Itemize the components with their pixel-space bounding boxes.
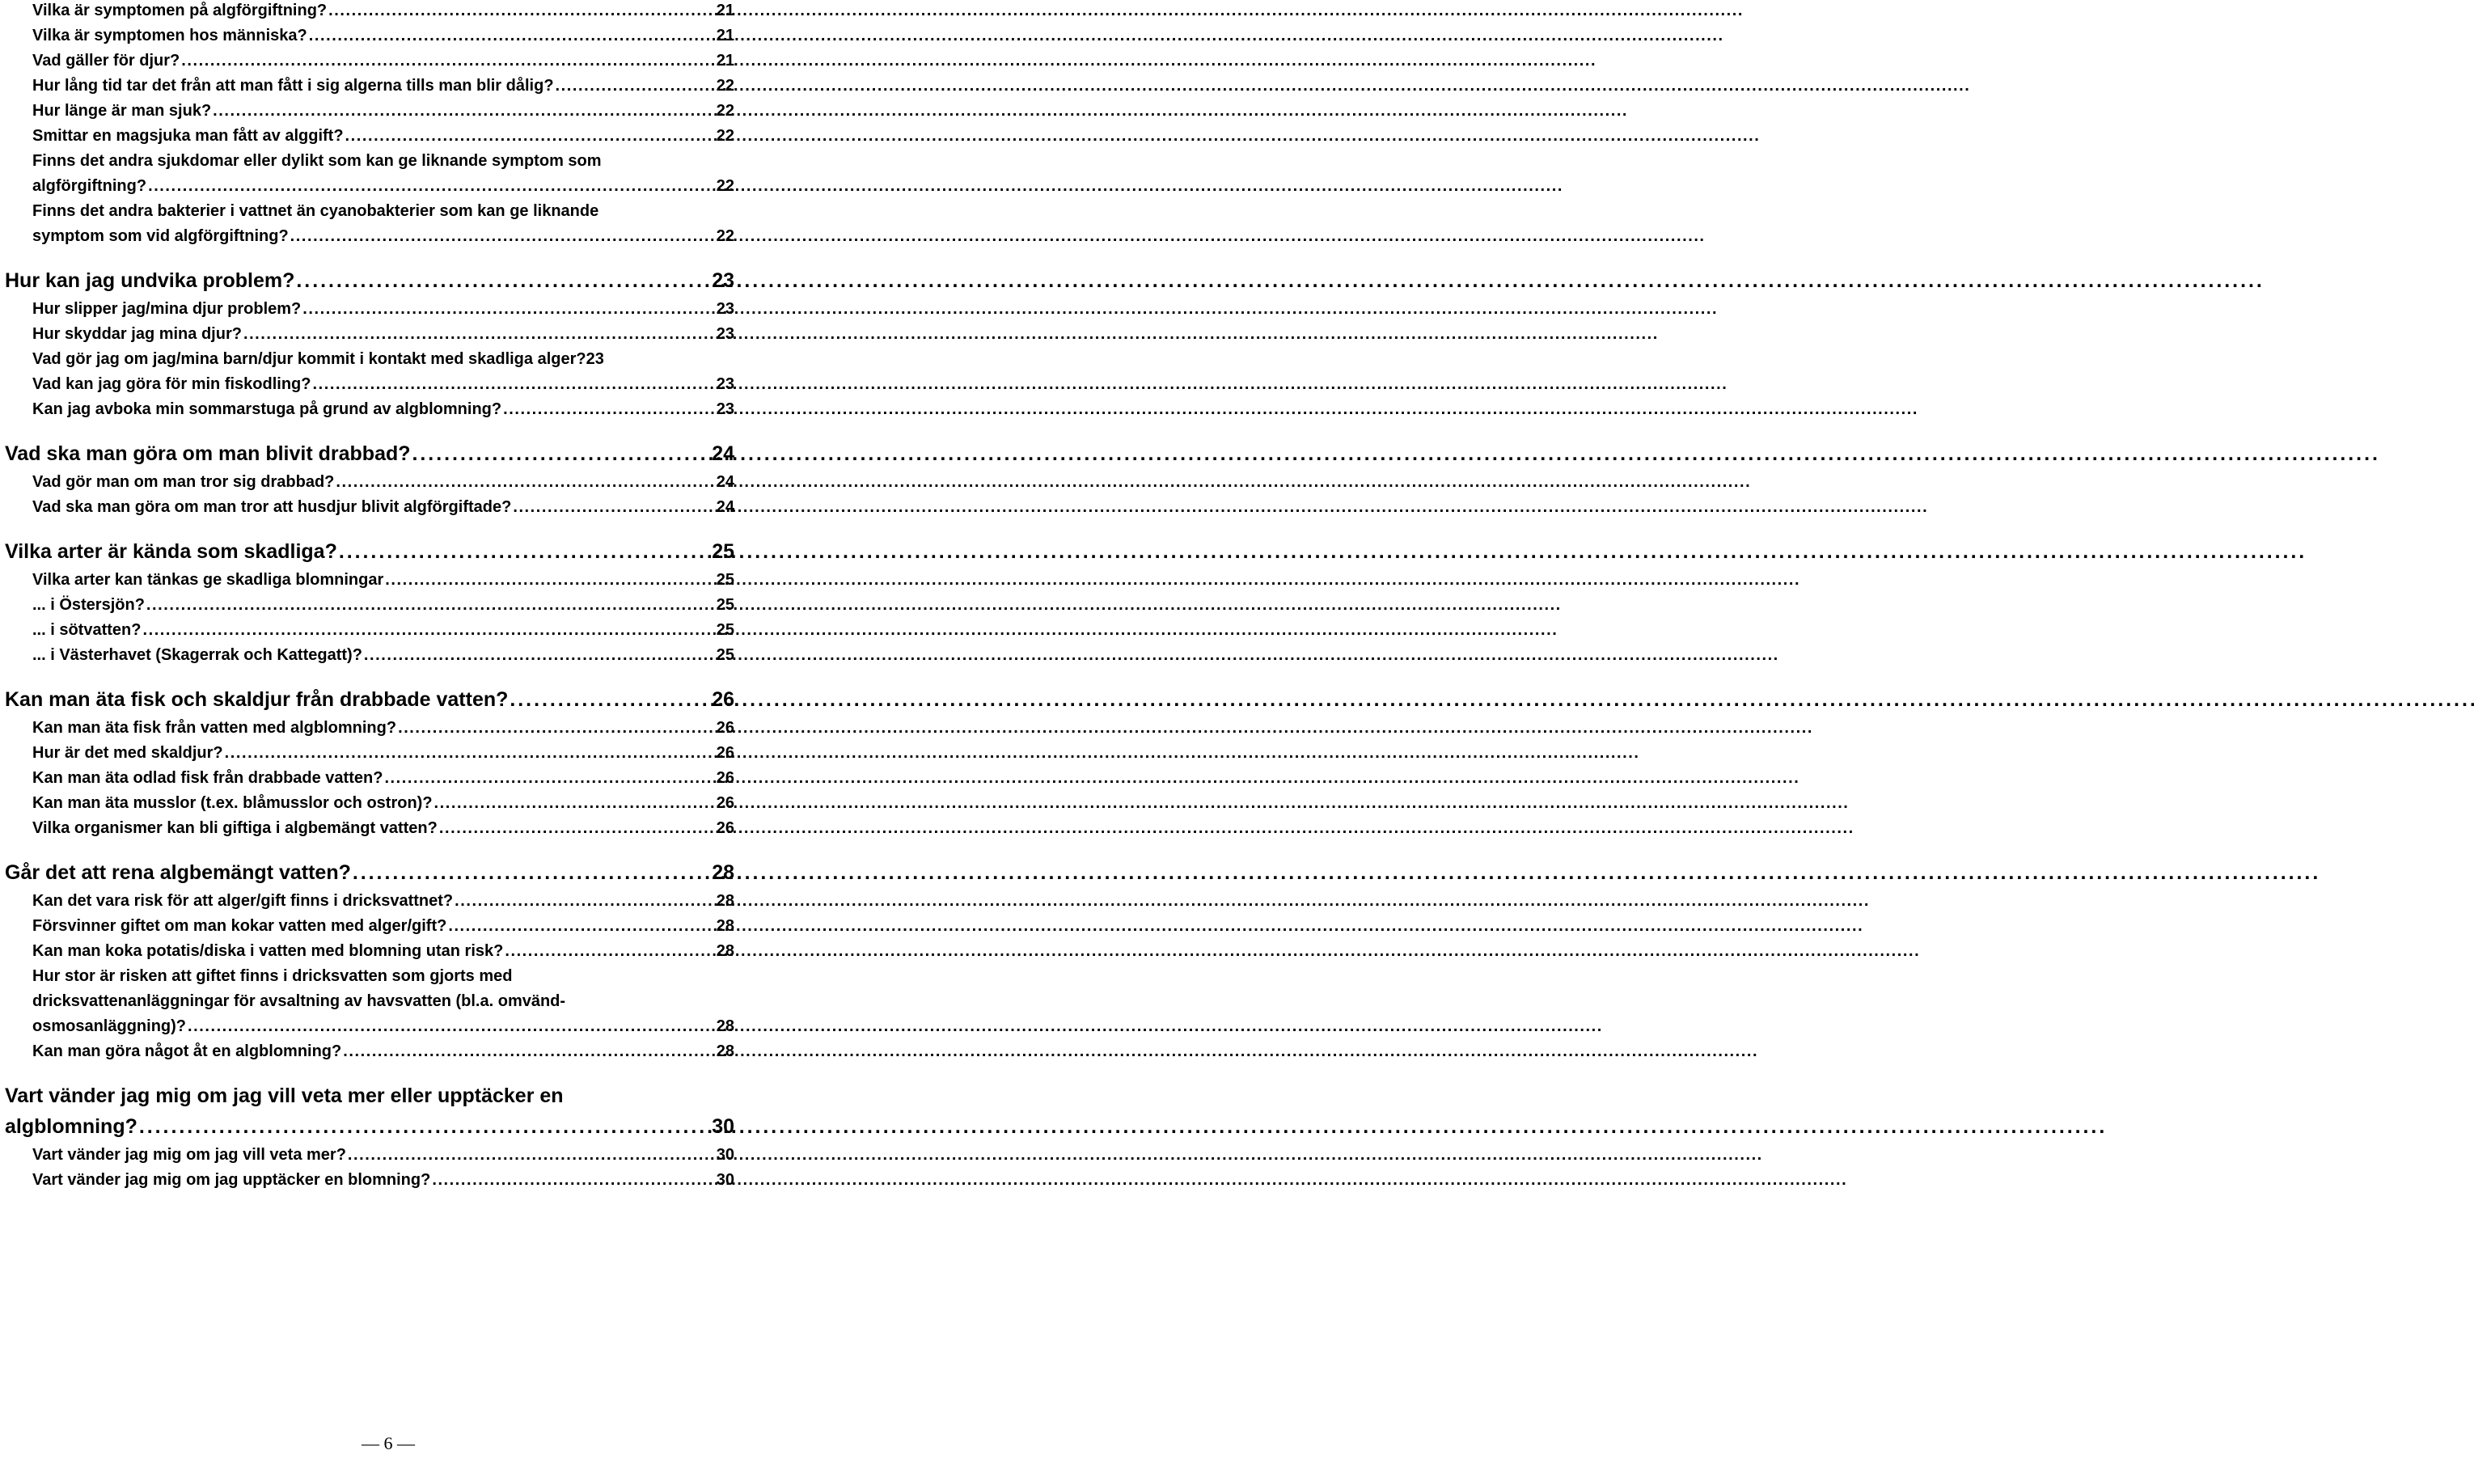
- toc-entry-title: ... i Västerhavet (Skagerrak och Kattegatt)?: [32, 646, 362, 664]
- toc-section-title: Hur kan jag undvika problem?: [5, 269, 295, 292]
- toc-entry[interactable]: [32, 744, 734, 763]
- toc-entry-page: 24: [716, 498, 734, 516]
- toc-entry[interactable]: [32, 300, 734, 319]
- page-number: — 6 —: [362, 1433, 415, 1453]
- toc-entry-title: Vilka arter kan tänkas ge skadliga blomningar: [32, 571, 384, 589]
- toc-entry[interactable]: [32, 177, 734, 196]
- toc-entry[interactable]: [32, 77, 734, 95]
- toc-entry[interactable]: [32, 127, 734, 146]
- toc-entry-title: osmosanläggning)?: [32, 1017, 186, 1035]
- toc-section-page: 24: [712, 442, 734, 465]
- toc-entry-title-line[interactable]: dricksvattenanläggningar för avsaltning av havsvatten (bl.a. omvänd-: [32, 992, 566, 1010]
- toc-entry-page: 26: [716, 794, 734, 812]
- toc-entry-page: 21: [716, 2, 734, 19]
- toc-entry-page: 22: [716, 177, 734, 195]
- toc-entry-page: 23: [716, 375, 734, 393]
- toc-entry-title: algförgiftning?: [32, 177, 147, 195]
- dot-leader: [328, 2, 715, 20]
- toc-entry-page: 26: [716, 819, 734, 837]
- toc-section-page: 26: [712, 688, 734, 711]
- toc-entry-title: Vart vänder jag mig om jag upptäcker en blomning?: [32, 1171, 431, 1189]
- toc-entry[interactable]: [32, 400, 734, 419]
- dot-leader: [188, 1017, 715, 1036]
- toc-entry-title: symptom som vid algförgiftning?: [32, 227, 289, 245]
- toc-entry-page: 22: [716, 102, 734, 120]
- toc-entry[interactable]: [32, 646, 734, 665]
- toc-entry-page: 24: [716, 473, 734, 491]
- toc-entry-page: 21: [716, 52, 734, 70]
- toc-section-title: Går det att rena algbemängt vatten?: [5, 861, 351, 884]
- dot-leader: [398, 719, 715, 738]
- toc-section[interactable]: [5, 540, 734, 564]
- toc-entry-title: Vad gör jag om jag/mina barn/djur kommit i kontakt med skadliga alger?: [32, 350, 586, 368]
- toc-section-title: algblomning?: [5, 1115, 137, 1138]
- dot-leader: [290, 227, 715, 246]
- dot-leader: [313, 375, 715, 394]
- toc-entry[interactable]: [32, 819, 734, 838]
- toc-entry[interactable]: [32, 892, 734, 911]
- toc-entry-title-line[interactable]: Finns det andra bakterier i vattnet än cyanobakterier som kan ge liknande: [32, 202, 599, 220]
- toc-section[interactable]: [5, 861, 734, 885]
- dot-leader: [384, 769, 714, 788]
- toc-entry[interactable]: [32, 350, 734, 369]
- toc-entry-title: Hur lång tid tar det från att man fått i sig algerna tills man blir dålig?: [32, 77, 554, 95]
- toc-entry[interactable]: [32, 719, 734, 738]
- dot-leader: [243, 325, 715, 344]
- toc-entry[interactable]: [32, 571, 734, 590]
- toc-entry[interactable]: [32, 621, 734, 640]
- toc-section[interactable]: [5, 1115, 734, 1139]
- toc-entry-title: Kan det vara risk för att alger/gift finns i dricksvattnet?: [32, 892, 454, 910]
- toc-entry-page: 25: [716, 621, 734, 639]
- toc-section-page: 28: [712, 861, 734, 884]
- toc-entry-page: 22: [716, 127, 734, 145]
- toc-section[interactable]: [5, 688, 734, 712]
- toc-entry-page: 25: [716, 596, 734, 614]
- toc-section-title: Kan man äta fisk och skaldjur från drabbade vatten?: [5, 688, 509, 711]
- toc-entry[interactable]: [32, 794, 734, 813]
- toc-entry[interactable]: [32, 1146, 734, 1165]
- toc-entry[interactable]: [32, 473, 734, 492]
- dot-leader: [412, 442, 711, 466]
- toc-entry[interactable]: [32, 498, 734, 517]
- toc-entry-title: Kan jag avboka min sommarstuga på grund av algblomning?: [32, 400, 502, 418]
- toc-entry[interactable]: [32, 942, 734, 961]
- dot-leader: [343, 1042, 715, 1061]
- toc-entry-title: Kan man göra något åt en algblomning?: [32, 1042, 342, 1060]
- toc-entry[interactable]: [32, 596, 734, 615]
- toc-entry-title: Hur slipper jag/mina djur problem?: [32, 300, 302, 318]
- toc-section-title-line[interactable]: Vart vänder jag mig om jag vill veta mer eller upptäcker en: [5, 1084, 564, 1107]
- toc-entry-title: Hur länge är man sjuk?: [32, 102, 212, 120]
- dot-leader: [339, 540, 710, 564]
- dot-leader: [213, 102, 715, 120]
- toc-entry-title: ... i Östersjön?: [32, 596, 145, 614]
- toc-entry-title: Vad kan jag göra för min fiskodling?: [32, 375, 311, 393]
- dot-leader: [448, 917, 714, 936]
- toc-entry-title: Vilka organismer kan bli giftiga i algbemängt vatten?: [32, 819, 438, 837]
- toc-entry-title-line[interactable]: Finns det andra sjukdomar eller dylikt som kan ge liknande symptom som: [32, 152, 602, 170]
- dot-leader: [364, 646, 715, 665]
- dot-leader: [139, 1115, 710, 1139]
- dot-leader: [296, 269, 710, 293]
- toc-entry-page: 28: [716, 1017, 734, 1035]
- toc-entry[interactable]: [32, 52, 734, 70]
- dot-leader: [432, 1171, 714, 1190]
- toc-entry[interactable]: [32, 769, 734, 788]
- toc-entry-title: Kan man koka potatis/diska i vatten med blomning utan risk?: [32, 942, 504, 960]
- toc-entry-title: Hur skyddar jag mina djur?: [32, 325, 242, 343]
- toc-entry-title: Vad ska man göra om man tror att husdjur blivit algförgiftade?: [32, 498, 512, 516]
- toc-section-page: 23: [712, 269, 734, 292]
- toc-entry[interactable]: [32, 325, 734, 344]
- dot-leader: [345, 127, 715, 146]
- dot-leader: [503, 400, 715, 419]
- toc-entry[interactable]: [32, 1017, 734, 1036]
- toc-section-page: 25: [712, 540, 734, 563]
- toc-entry-title: Vilka är symptomen på algförgiftning?: [32, 2, 328, 19]
- dot-leader: [148, 177, 715, 196]
- toc-entry-page: 23: [716, 400, 734, 418]
- dot-leader: [353, 861, 710, 885]
- dot-leader: [225, 744, 715, 763]
- dot-leader: [455, 892, 715, 911]
- toc-entry[interactable]: [32, 227, 734, 246]
- toc-entry-page: 23: [586, 350, 604, 368]
- toc-entry-title: Smittar en magsjuka man fått av alggift?: [32, 127, 344, 145]
- toc-entry[interactable]: [32, 917, 734, 936]
- toc-entry-title-line[interactable]: Hur stor är risken att giftet finns i dricksvatten som gjorts med: [32, 967, 513, 985]
- toc-entry-page: 25: [716, 571, 734, 589]
- dot-leader: [556, 77, 715, 95]
- dot-leader: [309, 27, 715, 45]
- toc-entry-title: Kan man äta odlad fisk från drabbade vatten?: [32, 769, 383, 787]
- toc-entry-page: 23: [716, 325, 734, 343]
- toc-section-page: 30: [712, 1115, 734, 1138]
- toc-entry-page: 26: [716, 769, 734, 787]
- dot-leader: [513, 498, 714, 517]
- toc-entry-page: 28: [716, 892, 734, 910]
- toc-entry-title: Vad gör man om man tror sig drabbad?: [32, 473, 335, 491]
- toc-entry-title: Försvinner giftet om man kokar vatten med alger/gift?: [32, 917, 447, 935]
- toc-entry-page: 26: [716, 744, 734, 762]
- toc-section-title: Vilka arter är kända som skadliga?: [5, 540, 337, 563]
- dot-leader: [385, 571, 715, 590]
- toc-entry-title: ... i sötvatten?: [32, 621, 142, 639]
- dot-leader: [146, 596, 715, 615]
- toc-entry[interactable]: [32, 102, 734, 120]
- toc-entry[interactable]: [32, 27, 734, 45]
- toc-entry-title: Hur är det med skaldjur?: [32, 744, 223, 762]
- toc-entry-title: Kan man äta musslor (t.ex. blåmusslor och ostron)?: [32, 794, 433, 812]
- toc-section[interactable]: [5, 442, 734, 466]
- toc-entry-page: 26: [716, 719, 734, 737]
- toc-entry-title: Vilka är symptomen hos människa?: [32, 27, 307, 44]
- dot-leader: [302, 300, 714, 319]
- toc-entry-page: 23: [716, 300, 734, 318]
- toc-entry-page: 30: [716, 1171, 734, 1189]
- dot-leader: [336, 473, 714, 492]
- toc-entry[interactable]: [32, 2, 734, 20]
- dot-leader: [505, 942, 714, 961]
- toc-entry-page: 21: [716, 27, 734, 44]
- toc-entry[interactable]: [32, 375, 734, 394]
- toc-entry-page: 28: [716, 917, 734, 935]
- toc-entry-page: 22: [716, 227, 734, 245]
- dot-leader: [434, 794, 715, 813]
- toc-section[interactable]: [5, 269, 734, 293]
- dot-leader: [348, 1146, 715, 1165]
- dot-leader: [181, 52, 714, 70]
- toc-entry-title: Kan man äta fisk från vatten med algblomning?: [32, 719, 397, 737]
- toc-entry-page: 28: [716, 942, 734, 960]
- dot-leader: [510, 688, 710, 712]
- toc-entry-page: 22: [716, 77, 734, 95]
- toc-entry-title: Vad gäller för djur?: [32, 52, 180, 70]
- dot-leader: [439, 819, 715, 838]
- toc-entry-page: 30: [716, 1146, 734, 1164]
- toc-entry[interactable]: [32, 1171, 734, 1190]
- dot-leader: [142, 621, 714, 640]
- toc-section-title: Vad ska man göra om man blivit drabbad?: [5, 442, 411, 465]
- toc-entry-title: Vart vänder jag mig om jag vill veta mer?: [32, 1146, 346, 1164]
- toc-entry-page: 25: [716, 646, 734, 664]
- toc-entry[interactable]: [32, 1042, 734, 1061]
- toc-entry-page: 28: [716, 1042, 734, 1060]
